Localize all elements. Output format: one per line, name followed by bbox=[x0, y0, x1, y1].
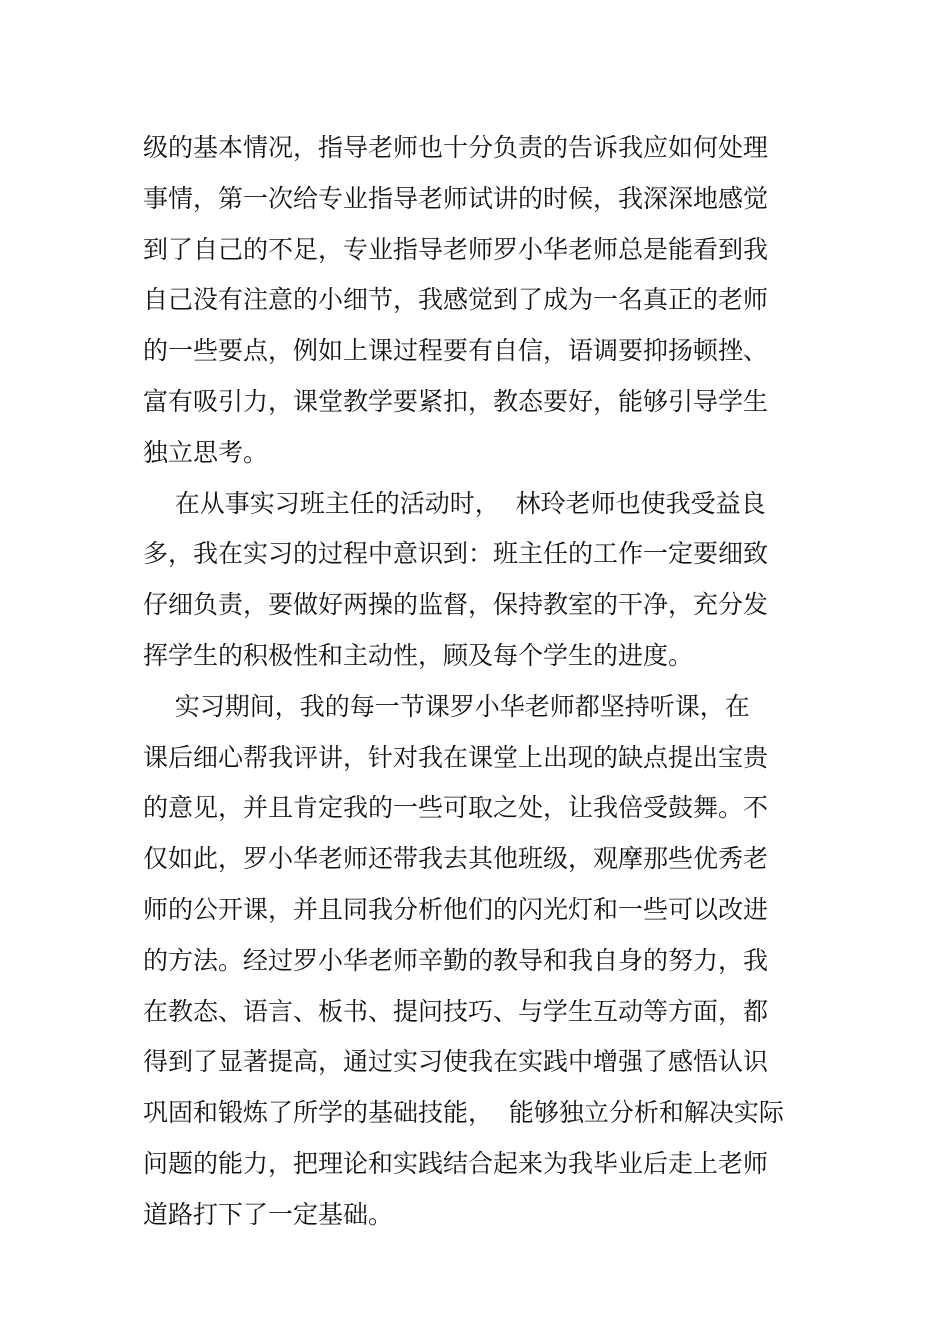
text-line: 的方法。经过罗小华老师辛勤的教导和我自身的努力，我 bbox=[143, 945, 769, 975]
text-line: 课后细心帮我评讲，针对我在课堂上出现的缺点提出宝贵 bbox=[143, 742, 769, 772]
text-line: 在教态、语言、板书、提问技巧、与学生互动等方面，都 bbox=[143, 996, 769, 1026]
text-line: 自己没有注意的小细节，我感觉到了成为一名真正的老师 bbox=[143, 285, 769, 315]
text-line: 的意见，并且肯定我的一些可取之处，让我倍受鼓舞。不 bbox=[143, 793, 769, 823]
text-line: 巩固和锻炼了所学的基础技能， 能够独立分析和解决实际 bbox=[143, 1098, 784, 1128]
document-body bbox=[143, 123, 813, 1241]
text-line: 多，我在实习的过程中意识到：班主任的工作一定要细致 bbox=[143, 539, 769, 569]
paragraph-start-line: 实习期间，我的每一节课罗小华老师都坚持听课，在 bbox=[143, 691, 750, 721]
text-line: 事情，第一次给专业指导老师试讲的时候，我深深地感觉 bbox=[143, 183, 769, 213]
text-line: 级的基本情况，指导老师也十分负责的告诉我应如何处理 bbox=[143, 133, 769, 162]
text-line: 富有吸引力，课堂教学要紧扣，教态要好，能够引导学生 bbox=[143, 386, 769, 416]
text-line: 到了自己的不足，专业指导老师罗小华老师总是能看到我 bbox=[143, 234, 769, 264]
text-line: 得到了显著提高，通过实习使我在实践中增强了感悟认识 bbox=[143, 1047, 769, 1077]
text-line: 独立思考。 bbox=[143, 437, 269, 467]
text-line: 挥学生的积极性和主动性，顾及每个学生的进度。 bbox=[143, 640, 694, 670]
text-line: 道路打下了一定基础。 bbox=[143, 1199, 394, 1229]
paragraph-start-line: 在从事实习班主任的活动时， 林玲老师也使我受益良 bbox=[143, 488, 766, 518]
text-line: 师的公开课，并且同我分析他们的闪光灯和一些可以改进 bbox=[143, 894, 769, 924]
text-line: 仅如此，罗小华老师还带我去其他班级，观摩那些优秀老 bbox=[143, 844, 769, 874]
text-line: 仔细负责，要做好两操的监督，保持教室的干净，充分发 bbox=[143, 590, 769, 620]
text-line: 问题的能力，把理论和实践结合起来为我毕业后走上老师 bbox=[143, 1148, 769, 1178]
text-line: 的一些要点，例如上课过程要有自信，语调要抑扬顿挫、 bbox=[143, 336, 769, 366]
